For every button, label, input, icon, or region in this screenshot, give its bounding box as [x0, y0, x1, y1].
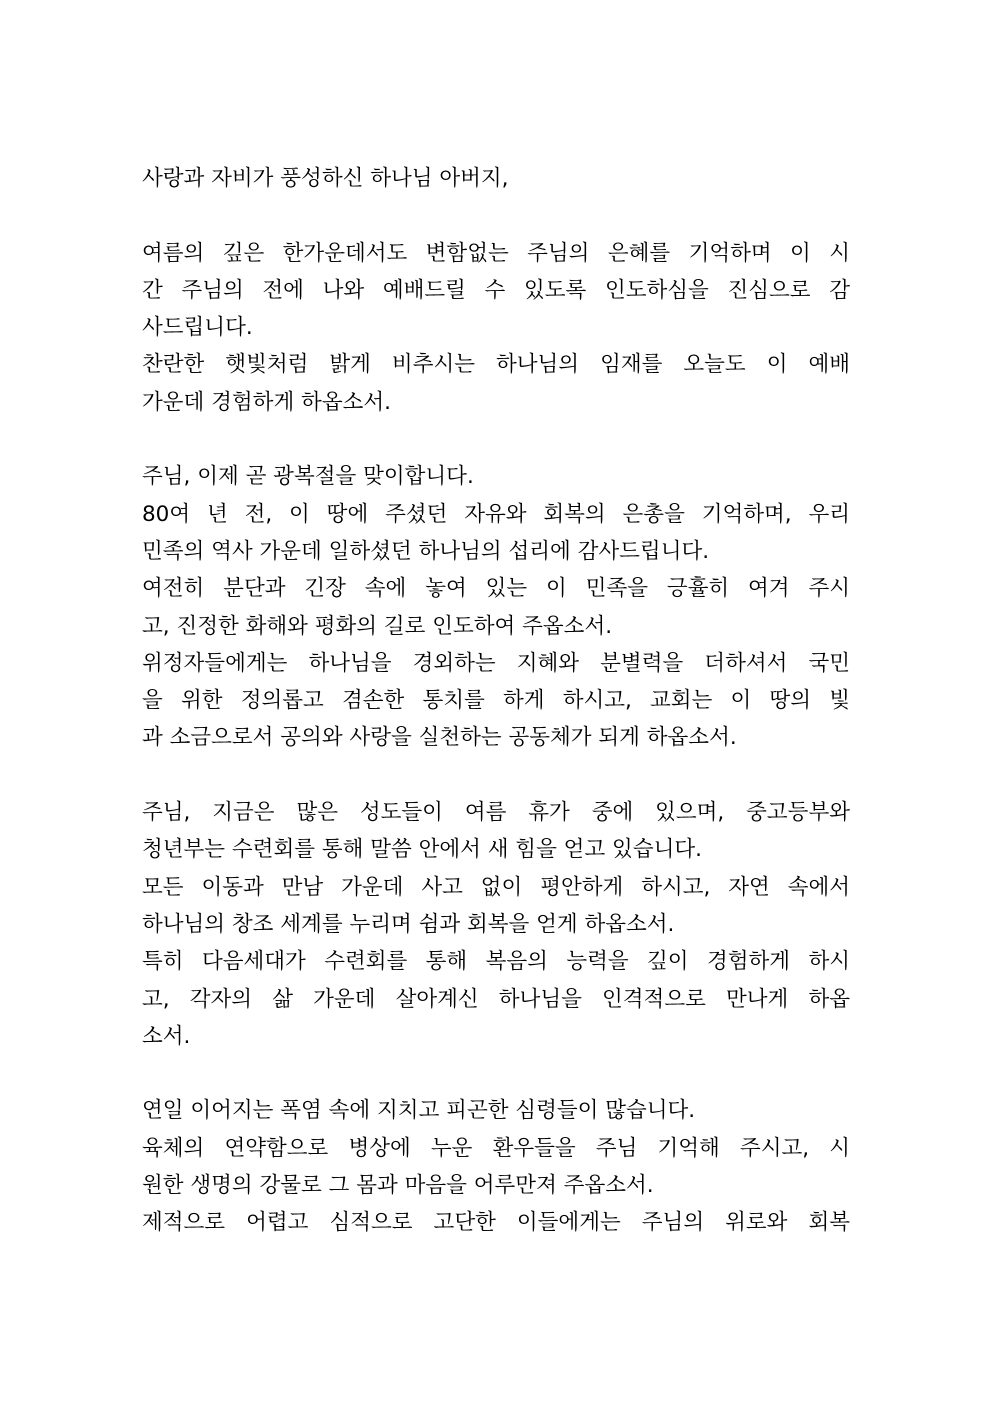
paragraph-gap [142, 197, 850, 234]
paragraph-gap [142, 421, 850, 458]
text-line: 주님, 지금은 많은 성도들이 여름 휴가 중에 있으며, 중고등부와 [142, 800, 850, 826]
prayer-text [142, 160, 850, 1242]
text-line: 을 위한 정의롭고 겸손한 통치를 하게 하시고, 교회는 이 땅의 빛 [142, 688, 850, 714]
text-line: 가운데 경험하게 하옵소서. [142, 389, 391, 415]
text-line: 위정자들에게는 하나님을 경외하는 지혜와 분별력을 더하셔서 국민 [142, 650, 850, 676]
text-line: 과 소금으로서 공의와 사랑을 실천하는 공동체가 되게 하옵소서. [142, 725, 737, 751]
text-line: 고, 진정한 화해와 평화의 길로 인도하여 주옵소서. [142, 613, 613, 639]
text-line: 특히 다음세대가 수련회를 통해 복음의 능력을 깊이 경험하게 하시 [142, 949, 850, 975]
text-line: 사랑과 자비가 풍성하신 하나님 아버지, [142, 166, 509, 191]
text-line: 사드립니다. [142, 315, 253, 341]
paragraph-gap [142, 1055, 850, 1092]
paragraph-gap [142, 757, 850, 794]
text-line: 하나님의 창조 세계를 누리며 쉼과 회복을 얻게 하옵소서. [142, 911, 675, 937]
text-line: 여전히 분단과 긴장 속에 놓여 있는 이 민족을 긍휼히 여겨 주시 [142, 576, 850, 602]
text-line: 여름의 깊은 한가운데서도 변함없는 주님의 은혜를 기억하며 이 시 [142, 240, 850, 266]
text-line: 80여 년 전, 이 땅에 주셨던 자유와 회복의 은총을 기억하며, 우리 [142, 501, 850, 527]
text-line: 원한 생명의 강물로 그 몸과 마음을 어루만져 주옵소서. [142, 1173, 654, 1199]
text-line: 민족의 역사 가운데 일하셨던 하나님의 섭리에 감사드립니다. [142, 538, 710, 564]
text-line: 제적으로 어렵고 심적으로 고단한 이들에게는 주님의 위로와 회복 [142, 1210, 850, 1236]
text-line: 육체의 연약함으로 병상에 누운 환우들을 주님 기억해 주시고, 시 [142, 1135, 850, 1161]
text-line: 고, 각자의 삶 가운데 살아계신 하나님을 인격적으로 만나게 하옵 [142, 986, 850, 1012]
text-line: 청년부는 수련회를 통해 말씀 안에서 새 힘을 얻고 있습니다. [142, 837, 702, 863]
text-line: 간 주님의 전에 나와 예배드릴 수 있도록 인도하심을 진심으로 감 [142, 277, 850, 303]
text-line: 연일 이어지는 폭염 속에 지치고 피곤한 심령들이 많습니다. [142, 1098, 696, 1124]
text-line: 주님, 이제 곧 광복절을 맞이합니다. [142, 464, 474, 490]
text-line: 소서. [142, 1023, 191, 1049]
text-line: 찬란한 햇빛처럼 밝게 비추시는 하나님의 임재를 오늘도 이 예배 [142, 352, 850, 378]
text-line: 모든 이동과 만남 가운데 사고 없이 평안하게 하시고, 자연 속에서 [142, 874, 850, 900]
